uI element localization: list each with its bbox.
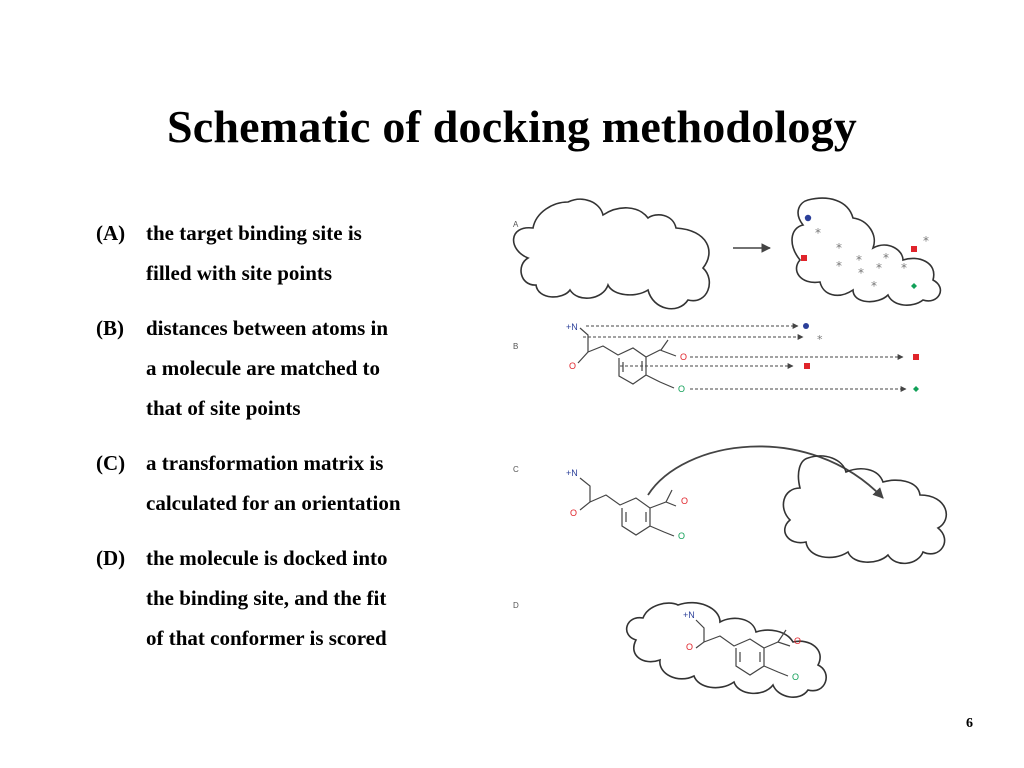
site-point-red bbox=[801, 255, 807, 261]
step-text bbox=[146, 308, 519, 428]
docking-schematic-figure bbox=[508, 190, 958, 710]
panel-label-d: D bbox=[513, 601, 519, 610]
step-line: distances between atoms in bbox=[146, 316, 389, 340]
oxygen-label: O bbox=[681, 496, 689, 506]
panel-label-c: C bbox=[513, 465, 519, 474]
matching-arrows bbox=[583, 326, 906, 389]
site-point-stars bbox=[815, 226, 929, 293]
molecule-c-bonds bbox=[580, 478, 676, 536]
transform-arrow bbox=[648, 446, 883, 498]
oxygen-label: O bbox=[794, 636, 802, 646]
site-point-blue bbox=[803, 323, 809, 329]
step-line: a molecule are matched to bbox=[146, 356, 381, 380]
molecule-b-bonds bbox=[578, 328, 676, 388]
step-line: the molecule is docked into bbox=[146, 546, 388, 570]
oxygen-label: O bbox=[686, 642, 694, 652]
svg-text:*: * bbox=[858, 266, 864, 280]
amine-label: +N bbox=[566, 322, 578, 332]
site-point-green bbox=[911, 283, 917, 289]
binding-site-cloud-c bbox=[783, 456, 946, 563]
oxygen-label: O bbox=[792, 672, 800, 682]
step-marker: (B) bbox=[96, 316, 124, 340]
oxygen-label: O bbox=[678, 531, 686, 541]
step-b bbox=[96, 308, 519, 428]
step-text bbox=[146, 538, 516, 658]
step-line: that of site points bbox=[146, 396, 301, 420]
site-point-green bbox=[913, 386, 919, 392]
step-text bbox=[146, 443, 516, 523]
site-point-blue bbox=[805, 215, 811, 221]
svg-text:*: * bbox=[815, 226, 821, 240]
step-d bbox=[96, 538, 516, 658]
oxygen-label: O bbox=[680, 352, 688, 362]
svg-text:*: * bbox=[876, 261, 882, 275]
step-marker: (C) bbox=[96, 451, 126, 475]
svg-text:*: * bbox=[901, 261, 907, 275]
step-text bbox=[146, 213, 516, 293]
slide-title: Schematic of docking methodology bbox=[167, 101, 857, 152]
oxygen-label: O bbox=[570, 508, 578, 518]
binding-site-cloud-a-filled bbox=[792, 198, 940, 305]
step-a bbox=[96, 213, 516, 293]
amine-label: +N bbox=[566, 468, 578, 478]
binding-site-cloud-d bbox=[627, 603, 827, 697]
svg-text:*: * bbox=[883, 251, 889, 265]
panel-label-b: B bbox=[513, 342, 519, 351]
oxygen-label: O bbox=[569, 361, 577, 371]
site-point-red bbox=[911, 246, 917, 252]
step-line: filled with site points bbox=[146, 261, 333, 285]
step-c bbox=[96, 443, 516, 523]
svg-text:*: * bbox=[856, 253, 862, 267]
steps-list bbox=[96, 213, 519, 673]
site-point-star: * bbox=[817, 333, 823, 346]
step-marker: (A) bbox=[96, 221, 126, 245]
step-line: a transformation matrix is bbox=[146, 451, 384, 475]
svg-text:*: * bbox=[836, 259, 842, 273]
oxygen-label: O bbox=[678, 384, 686, 394]
panel-label-a: A bbox=[513, 220, 519, 229]
svg-text:*: * bbox=[836, 241, 842, 255]
site-point-red bbox=[913, 354, 919, 360]
step-marker: (D) bbox=[96, 546, 126, 570]
step-line: of that conformer is scored bbox=[146, 626, 387, 650]
site-point-red bbox=[804, 363, 810, 369]
svg-text:*: * bbox=[871, 279, 877, 293]
binding-site-cloud-a bbox=[514, 199, 710, 308]
page-number: 6 bbox=[966, 716, 973, 731]
step-line: the binding site, and the fit bbox=[146, 586, 387, 610]
step-line: the target binding site is bbox=[146, 221, 362, 245]
step-line: calculated for an orientation bbox=[146, 491, 401, 515]
molecule-d-bonds bbox=[696, 620, 790, 676]
svg-text:*: * bbox=[923, 234, 929, 248]
amine-label: +N bbox=[683, 610, 695, 620]
